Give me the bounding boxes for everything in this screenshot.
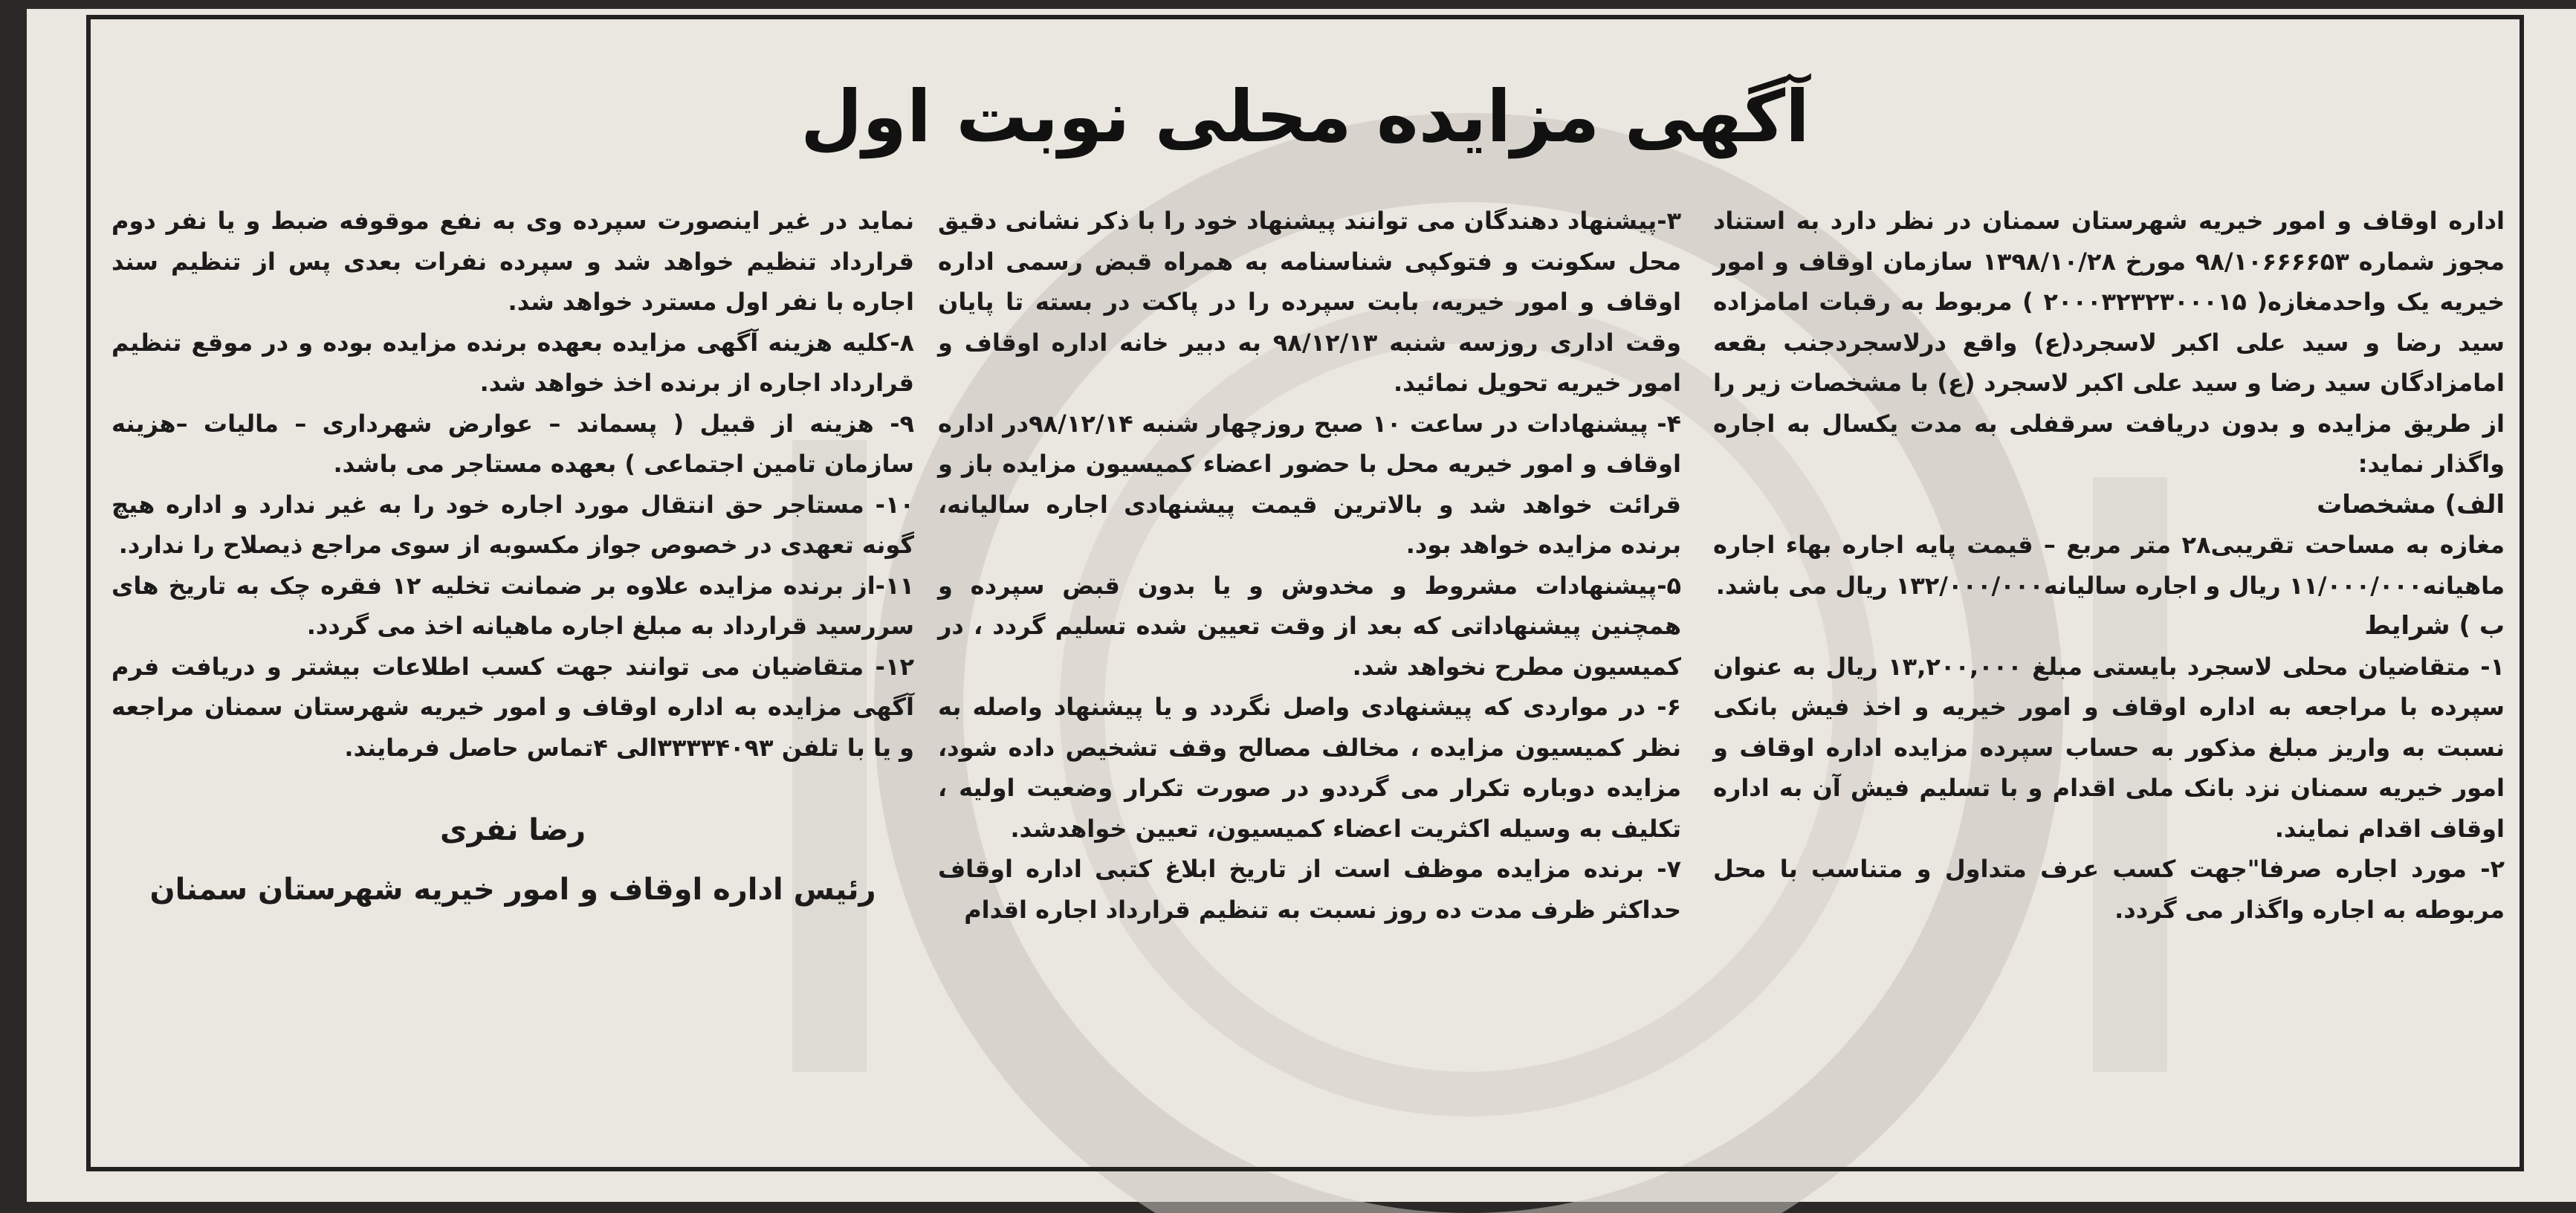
condition-item-12: ۱۲- متقاضیان می توانند جهت کسب اطلاعات بیشتر و دریافت فرم آگهی مزایده به اداره اوقاف و امور خیریه شهرستان سمنان مراجعه و یا با تلفن ۳۳۳۳۴۰۹۳الی ۴تماس حاصل فرمایند.: [111, 652, 914, 762]
condition-item-3: ۳-پیشنهاد دهندگان می توانند پیشنهاد خود را با ذکر نشانی دقیق محل سکونت و فتوکپی شناسنامه به همراه قبض رسمی اداره اوقاف و امور خیریه، بابت سپرده را در پاکت در بسته تا پایان وقت اداری روزسه شنبه ۹۸/۱۲/۱۳ به دبیر خانه اداره اوقاف و امور خیریه تحویل نمائید.: [938, 207, 1682, 397]
left-column: [111, 201, 914, 919]
condition-item-10: ۱۰- مستاجر حق انتقال مورد اجاره خود را به غیر ندارد و اداره هیچ گونه تعهدی در خصوص جواز مکسوبه از سوی مراجع ذیصلاح را ندارد.: [111, 490, 914, 559]
condition-item-2: ۲- مورد اجاره صرفا"جهت کسب عرف متداول و متناسب با محل مربوطه به اجاره واگذار می گردد.: [1713, 855, 2505, 924]
condition-item-6: ۶- در مواردی که پیشنهادی واصل نگردد و یا پیشنهاد واصله به نظر کمیسیون مزایده ، مخالف مصالح وقف تشخیص داده شود، مزایده دوباره تکرار می گرددو در صورت تکرار وضعیت اولیه ، تکلیف به وسیله اکثریت اعضاء کمیسیون، تعیین خواهدشد.: [938, 693, 1681, 843]
section-a-specs: مغازه به مساحت تقریبی۲۸ متر مربع – قیمت پایه اجاره بهاء اجاره ماهیانه۱۱/۰۰۰/۰۰۰ ریال و اجاره سالیانه۱۳۲/۰۰۰/۰۰۰ ریال می باشد.: [1713, 531, 2505, 600]
condition-item-1: ۱- متقاضیان محلی لاسجرد بایستی مبلغ ۱۳,۲۰۰,۰۰۰ ریال به عنوان سپرده با مراجعه به اداره اوقاف و امور خیریه و اخذ فیش بانکی نسبت به واریز مبلغ مذکور به حساب سپرده مزایده اداره اوقاف و امور خیریه سمنان نزد بانک ملی اقدام و با تسلیم فیش آن به اداره اوقاف اقدام نمایند.: [1713, 652, 2505, 843]
right-column: [1713, 201, 2505, 930]
condition-item-11: ۱۱-از برنده مزایده علاوه بر ضمانت تخلیه ۱۲ فقره چک به تاریخ های سررسید قرارداد به مبلغ اجاره ماهیانه اخذ می گردد.: [111, 571, 915, 640]
intro-paragraph: اداره اوقاف و امور خیریه شهرستان سمنان در نظر دارد به استناد مجوز شماره ۹۸/۱۰۶۶۶۶۵۳ مورخ ۱۳۹۸/۱۰/۲۸ سازمان اوقاف و امور خیریه یک واحدمغازه( ۲۰۰۰۳۲۳۲۳۰۰۰۱۵ ) مربوط به رقبات امامزاده سید رضا و سید علی اکبر لاسجرد(ع) واقع درلاسجردجنب بقعه امامزادگان سید رضا و سید علی اکبر لاسجرد (ع) با مشخصات زیر را از طریق مزایده و بدون دریافت سرقفلی به مدت یکسال به اجاره واگذار نماید:: [1713, 207, 2505, 478]
signature-title: رئیس اداره اوقاف و امور خیریه شهرستان سمنان: [149, 873, 876, 907]
middle-column: [938, 201, 1681, 930]
section-b-heading: ب ) شرایط: [2364, 611, 2505, 641]
notice-title: آگهی مزایده محلی نوبت اول: [800, 75, 1810, 158]
condition-item-5: ۵-پیشنهادات مشروط و مخدوش و یا بدون قبض سپرده و همچنین پیشنهاداتی که بعد از وقت تعیین شده تسلیم گردد ، در کمیسیون مطرح نخواهد شد.: [938, 571, 1681, 681]
condition-item-9: ۹- هزینه از قبیل ( پسماند – عوارض شهرداری – مالیات –هزینه سازمان تامین اجتماعی ) بعهده مستاجر می باشد.: [111, 409, 914, 478]
section-a-heading: الف) مشخصات: [2317, 489, 2505, 520]
signature-name: رضا نفری: [440, 813, 586, 847]
condition-item-7-continued: نماید در غیر اینصورت سپرده وی به نفع موقوفه ضبط و یا نفر دوم قرارداد تنظیم خواهد شد و سپرده نفرات بعدی پس از تنظیم سند اجاره با نفر اول مسترد خواهد شد.: [111, 207, 914, 316]
condition-item-4: ۴- پیشنهادات در ساعت ۱۰ صبح روزچهار شنبه ۹۸/۱۲/۱۴در اداره اوقاف و امور خیریه محل با حضور اعضاء کمیسیون مزایده باز و قرائت خواهد شد و بالاترین قیمت پیشنهادی اجاره سالیانه، برنده مزایده خواهد بود.: [938, 409, 1682, 559]
condition-item-7: ۷- برنده مزایده موظف است از تاریخ ابلاغ کتبی اداره اوقاف حداکثر ظرف مدت ده روز نسبت به تنظیم قرارداد اجاره اقدام: [938, 855, 1681, 924]
condition-item-8: ۸-کلیه هزینه آگهی مزایده بعهده برنده مزایده بوده و در موقع تنظیم قرارداد اجاره از برنده اخذ خواهد شد.: [111, 328, 914, 397]
